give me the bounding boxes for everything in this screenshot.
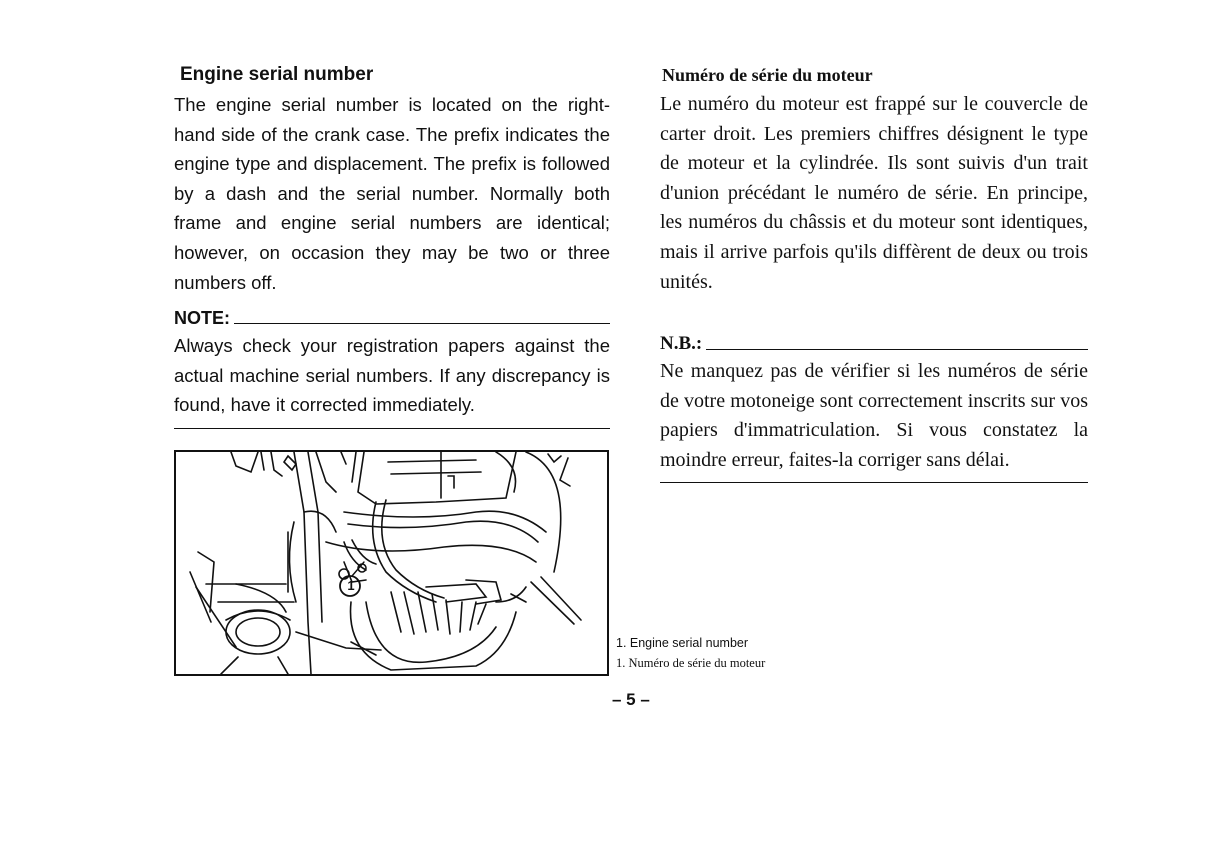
- engine-drawing-illustration: [176, 452, 607, 674]
- french-column: [660, 62, 1088, 483]
- french-note-rule: [706, 349, 1088, 350]
- english-note-header: [174, 301, 610, 329]
- english-note-text: Always check your registration papers against the actual machine serial numbers. If any discrepancy is found, have it corrected immediately.: [174, 335, 610, 416]
- page-number: – 5 –: [612, 690, 650, 709]
- english-column: [174, 62, 610, 429]
- french-note-label: N.B.:: [660, 333, 703, 355]
- callout-number: 1: [347, 578, 355, 593]
- english-heading: Engine serial number: [180, 64, 374, 85]
- french-note-end-rule: [660, 482, 1088, 483]
- french-paragraph: Le numéro du moteur est frappé sur le couvercle de carter droit. Les premiers chiffres désignent le type de moteur et la cylindrée. Ils sont suivis d'un trait d'union précédant le numéro de série. En principe, les numéros du châssis et du moteur sont identiques, mais il arrive parfois qu'ils diffèrent de deux ou trois unités.: [660, 93, 1088, 293]
- french-note-header: [660, 327, 1088, 355]
- engine-figure: [174, 450, 609, 676]
- french-note-text: Ne manquez pas de vérifier si les numéros de série de votre motoneige sont correctement inscrits sur vos papiers d'immatriculation. Si vous constatez la moindre erreur, faites-la corriger sans délai.: [660, 360, 1088, 471]
- caption-french: 1. Numéro de série du moteur: [616, 656, 766, 670]
- english-note-label: NOTE:: [174, 308, 230, 329]
- french-heading: Numéro de série du moteur: [662, 65, 873, 85]
- caption-english: 1. Engine serial number: [616, 636, 749, 650]
- english-paragraph: The engine serial number is located on the right-hand side of the crank case. The prefix indicates the engine type and displacement. The prefix is followed by a dash and the serial number. Normally both frame and engine serial numbers are identical; however, on occasion they may be two or three numbers off.: [174, 94, 610, 293]
- english-note-end-rule: [174, 428, 610, 429]
- english-note-rule: [234, 323, 610, 324]
